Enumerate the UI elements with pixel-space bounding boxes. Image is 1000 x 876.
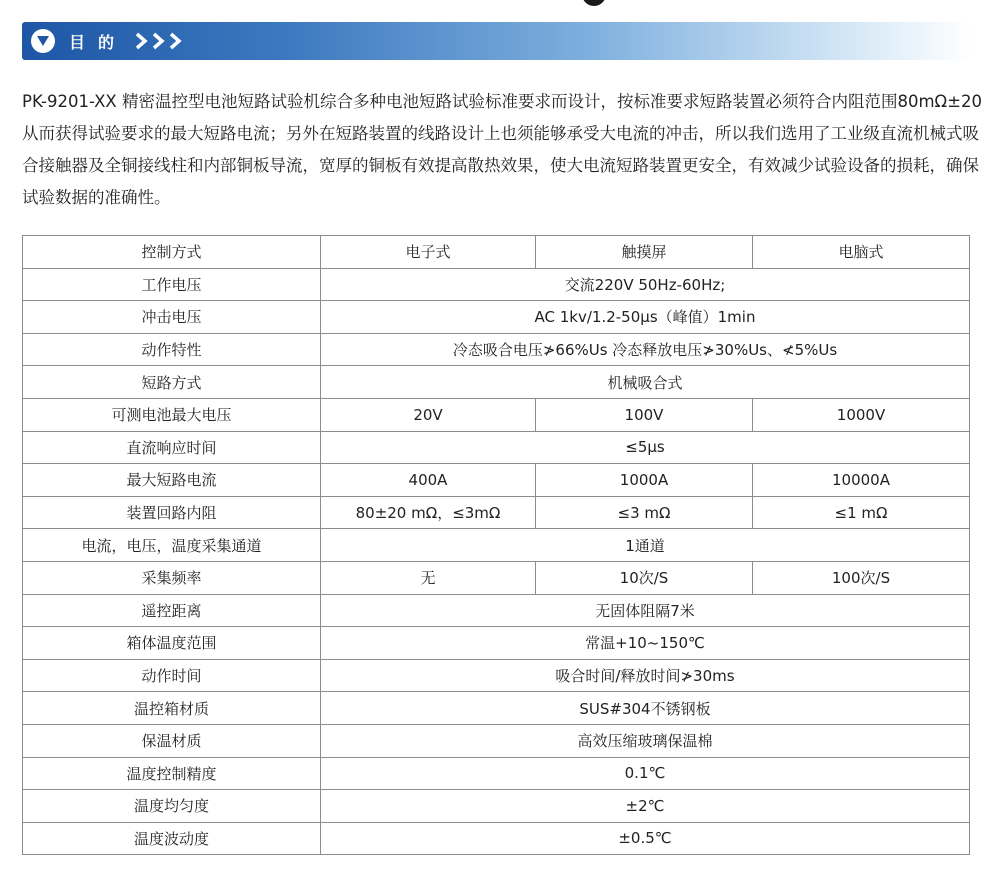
table-row — [23, 561, 970, 594]
spec-label: 温度均匀度 — [23, 790, 321, 823]
table-row — [23, 268, 970, 301]
spec-value: ≤5μs — [321, 431, 970, 464]
table-row — [23, 790, 970, 823]
table-row — [23, 627, 970, 660]
spec-value: ≤1 mΩ — [753, 496, 970, 529]
triple-chevron-right-icon — [135, 32, 189, 50]
table-row — [23, 659, 970, 692]
table-row — [23, 496, 970, 529]
spec-value: ±0.5℃ — [321, 822, 970, 855]
spec-label: 温度控制精度 — [23, 757, 321, 790]
table-row — [23, 236, 970, 269]
spec-label: 动作时间 — [23, 659, 321, 692]
spec-value: 10000A — [753, 464, 970, 497]
spec-label: 可测电池最大电压 — [23, 398, 321, 431]
spec-value: 80±20 mΩ，≤3mΩ — [321, 496, 536, 529]
spec-value: 机械吸合式 — [321, 366, 970, 399]
spec-label: 保温材质 — [23, 724, 321, 757]
spec-value: 电子式 — [321, 236, 536, 269]
decorative-dot — [582, 0, 606, 6]
spec-label: 箱体温度范围 — [23, 627, 321, 660]
section-header — [22, 22, 972, 60]
spec-value: 触摸屏 — [536, 236, 753, 269]
spec-label: 直流响应时间 — [23, 431, 321, 464]
spec-value: 1000V — [753, 398, 970, 431]
spec-value: 1000A — [536, 464, 753, 497]
spec-label: 电流，电压，温度采集通道 — [23, 529, 321, 562]
spec-value: 无 — [321, 561, 536, 594]
intro-paragraph: PK-9201-XX 精密温控型电池短路试验机综合多种电池短路试验标准要求而设计，按标准要求短路装置必须符合内阻范围80mΩ±20从而获得试验要求的最大短路电流；另外在短路装置的线路设计上也须能够承受大电流的冲击，所以我们选用了工业级直流机械式吸合接触器及全铜接线柱和内部铜板导流，宽厚的铜板有效提高散热效果，使大电流短路装置更安全，有效减少试验设备的损耗，确保试验数据的准确性。 — [22, 92, 982, 207]
spec-label: 冲击电压 — [23, 301, 321, 334]
spec-value: ±2℃ — [321, 790, 970, 823]
table-row — [23, 366, 970, 399]
spec-label: 采集频率 — [23, 561, 321, 594]
spec-value: 无固体阻隔7米 — [321, 594, 970, 627]
table-row — [23, 757, 970, 790]
spec-value: ≤3 mΩ — [536, 496, 753, 529]
spec-value: 0.1℃ — [321, 757, 970, 790]
spec-label: 遥控距离 — [23, 594, 321, 627]
spec-label: 温度波动度 — [23, 822, 321, 855]
spec-value: 100V — [536, 398, 753, 431]
chevron-down-icon — [31, 29, 55, 53]
spec-label: 短路方式 — [23, 366, 321, 399]
spec-value: 高效压缩玻璃保温棉 — [321, 724, 970, 757]
spec-value: 电脑式 — [753, 236, 970, 269]
spec-value: 吸合时间/释放时间≯30ms — [321, 659, 970, 692]
spec-value: 20V — [321, 398, 536, 431]
table-row — [23, 431, 970, 464]
spec-label: 温控箱材质 — [23, 692, 321, 725]
table-row — [23, 301, 970, 334]
table-row — [23, 692, 970, 725]
spec-value: 冷态吸合电压≯66%Us 冷态释放电压≯30%Us、≮5%Us — [321, 333, 970, 366]
section-title: 目的 — [69, 32, 128, 52]
table-row — [23, 529, 970, 562]
spec-value: 常温+10~150℃ — [321, 627, 970, 660]
table-row — [23, 333, 970, 366]
spec-label: 工作电压 — [23, 268, 321, 301]
table-row — [23, 464, 970, 497]
spec-label: 控制方式 — [23, 236, 321, 269]
table-row — [23, 724, 970, 757]
table-row — [23, 594, 970, 627]
spec-value: 1通道 — [321, 529, 970, 562]
spec-label: 动作特性 — [23, 333, 321, 366]
spec-value: 10次/S — [536, 561, 753, 594]
spec-value: 400A — [321, 464, 536, 497]
spec-value: 100次/S — [753, 561, 970, 594]
spec-value: 交流220V 50Hz-60Hz; — [321, 268, 970, 301]
spec-label: 最大短路电流 — [23, 464, 321, 497]
spec-value: SUS#304不锈钢板 — [321, 692, 970, 725]
table-row — [23, 398, 970, 431]
spec-value: AC 1kv/1.2-50μs（峰值）1min — [321, 301, 970, 334]
spec-label: 装置回路内阻 — [23, 496, 321, 529]
table-row — [23, 822, 970, 855]
spec-table — [22, 235, 970, 855]
